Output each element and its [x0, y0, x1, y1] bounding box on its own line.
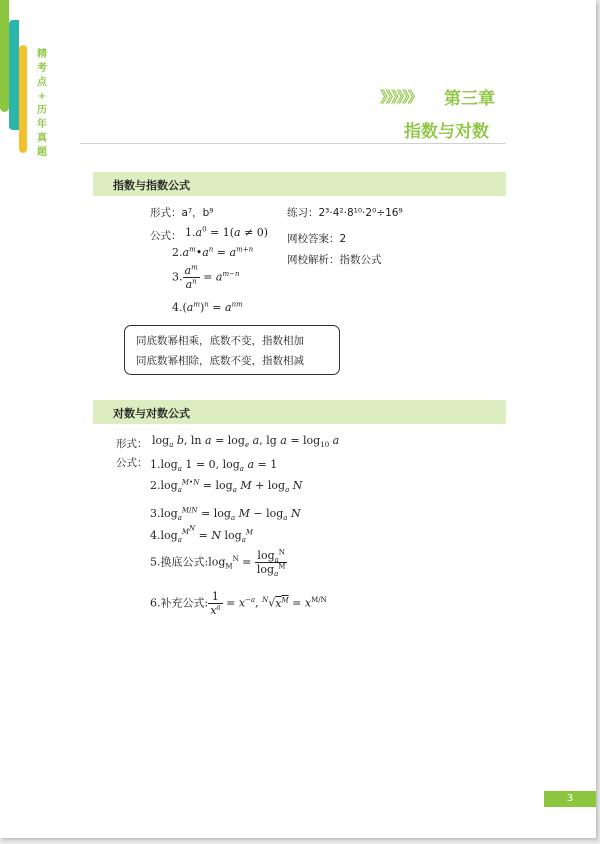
- log-formula-2: $2.\log_a^{M•N} = \log_a M + \log_a N$: [150, 478, 303, 495]
- formula-index: 6.补充公式:: [150, 596, 209, 610]
- formula-index: 4.: [150, 529, 161, 542]
- side-tab-char: 真: [37, 133, 47, 144]
- chapter-title: 指数与对数: [404, 122, 489, 142]
- log-formula-4: $4.\log_a^{M^N} = N$ $\log_a^M$: [150, 525, 254, 545]
- log-formula-3: $3.\log_a^{M/N} = \log_a M - \log_a N$: [150, 506, 301, 523]
- side-tab-char: 精: [37, 49, 47, 60]
- chevron-arrows-icon: 》》》》》》: [380, 88, 421, 106]
- decorative-green-bar: [0, 0, 9, 112]
- formula-index: 5.换底公式:: [150, 555, 209, 569]
- formula-index: 1.: [185, 226, 196, 239]
- side-tab-char: 年: [37, 119, 47, 130]
- side-tab-char: 题: [37, 147, 47, 158]
- log-formula-1: $1.\log_a$ 1 = 0, $\log_a a = 1$: [150, 458, 278, 474]
- log-form-label: 形式：: [116, 438, 148, 450]
- rule-line: 同底数幂相乘，底数不变，指数相加: [136, 335, 304, 347]
- section-header-logarithm: [93, 400, 506, 424]
- log-formula-label: 公式：: [116, 457, 148, 469]
- analysis-line: 网校解析：指数公式: [287, 254, 382, 266]
- decorative-yellow-bar: [19, 45, 27, 153]
- exponent-formula-3: 3. $\frac{a^m}{a^n}$ = $a^{m-n}$: [172, 263, 240, 291]
- formula-index: 3.: [172, 270, 183, 284]
- formula-index: 3.: [150, 507, 161, 520]
- chapter-number: 第三章: [444, 89, 495, 109]
- exponent-formula-2: $2.a^m•a^n = a^{m+n}$: [172, 245, 254, 259]
- rule-summary-box: [124, 325, 340, 375]
- section-header-exponent: [93, 172, 506, 196]
- formula-index: 4.: [172, 301, 183, 314]
- log-formula-5: 5.换底公式$:\log_M^N$ = $\frac{\log_a^N}{\log_a^M}$: [150, 548, 286, 579]
- answer-line: 网校答案：2: [287, 233, 347, 245]
- header-divider: [80, 143, 506, 144]
- side-tab-char: 点: [37, 77, 47, 88]
- formula-index: 2.: [150, 479, 161, 492]
- side-tab-char: 历: [37, 105, 47, 116]
- formula-index: 2.: [172, 246, 183, 259]
- exponent-formula-1: $1.a^0 = 1(a \ne 0)$: [185, 225, 269, 239]
- formula-label: 公式：: [150, 230, 182, 242]
- page-number: 3: [544, 791, 596, 807]
- formula-index: 1.: [150, 458, 161, 471]
- log-form-expression: $\log_a b$, $\ln a = \log_e a$, $\lg a = \log_{10} a$: [152, 434, 340, 450]
- side-tab-char: 考: [37, 63, 47, 74]
- decorative-teal-bar: [9, 20, 19, 130]
- side-tab-char: +: [37, 91, 47, 102]
- rule-line: 同底数幂相除，底数不变，指数相减: [136, 355, 304, 367]
- section-title: 对数与对数公式: [113, 407, 190, 420]
- practice-line: 练习：2³·4²·8¹⁰·2⁰÷16⁹: [287, 207, 403, 219]
- log-formula-6: 6.补充公式: $\frac{1}{x^a}$ = $x^{-a}$, $^N√x^M = x^{M/N}$: [150, 590, 327, 617]
- exponent-formula-4: $4.(a^m)^n = a^{nm}$: [172, 300, 243, 314]
- section-title: 指数与指数公式: [113, 179, 190, 192]
- side-tab-label: [36, 48, 48, 160]
- exponent-form-line: 形式：a⁷，b⁹: [150, 207, 214, 219]
